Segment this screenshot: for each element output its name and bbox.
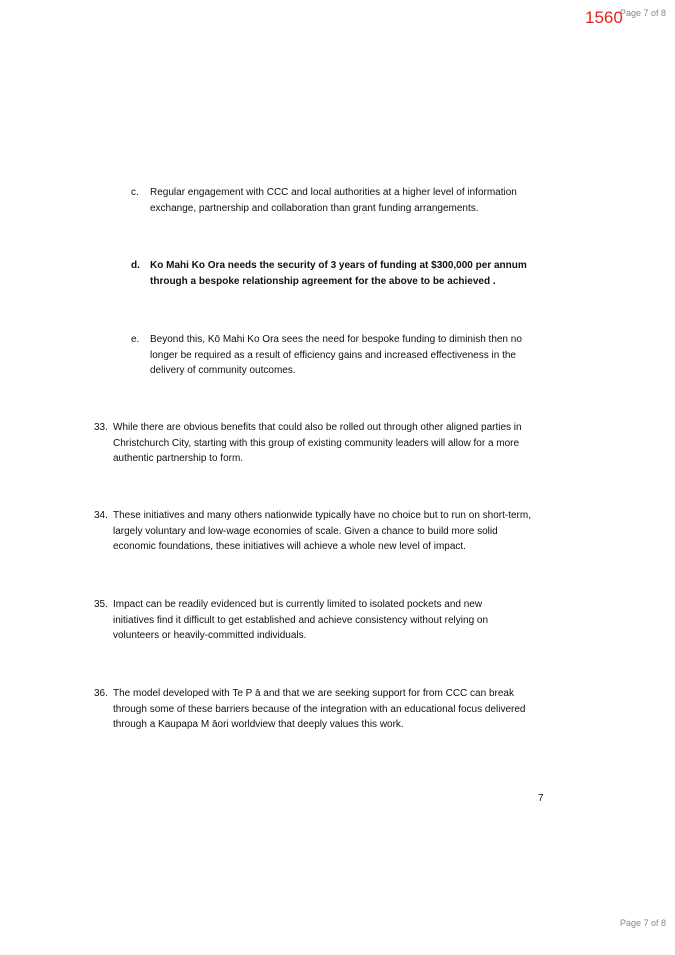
list-item-text: While there are obvious benefits that could also be rolled out through other aligned parties in Christchurch City, starting with this group of existing community leaders will allow for a more authentic partnership to form. [113,422,522,464]
numbered-item-35 [94,597,518,644]
list-marker: 35. [94,599,108,610]
list-marker: e. [131,334,140,345]
list-marker: c. [131,187,139,198]
list-item-text: Beyond this, Kō Mahi Ko Ora sees the need for bespoke funding to diminish then no longer be required as a result of efficiency gains and increased effectiveness in the delivery of community outcomes. [150,334,522,376]
list-marker: 36. [94,688,108,699]
list-item-text: The model developed with Te P ā and that we are seeking support for from CCC can break through some of these barriers because of the integration with an educational focus delivered through a Kaupapa M āori worldview that deeply values this work. [113,688,526,730]
list-marker: 33. [94,422,108,433]
page-footer-label: Page 7 of 8 [620,918,667,928]
numbered-item-33 [94,420,533,467]
numbered-item-36 [94,686,533,733]
list-marker: 34. [94,510,108,521]
numbered-item-34 [94,508,541,555]
list-marker: d. [131,260,140,271]
list-item-text: Regular engagement with CCC and local authorities at a higher level of information exchange, partnership and collaboration than grant funding arrangements. [150,187,517,214]
list-item-e [131,332,543,379]
list-item-c [131,185,540,216]
document-number: 1560 [585,8,623,27]
page-number: 7 [538,793,544,804]
page-header-label: Page 7 of 8 [620,8,667,18]
list-item-text: These initiatives and many others nationwide typically have no choice but to run on short-term, largely voluntary and low-wage economies of scale. Given a chance to build more solid economic foundations, these initiatives will achieve a whole new level of impact. [113,510,531,552]
list-item-d [131,258,540,289]
list-item-text: Impact can be readily evidenced but is currently limited to isolated pockets and new initiatives find it difficult to get established and achieve consistency without relying on volunteers or heavily-committed individuals. [113,599,489,641]
list-item-text: Ko Mahi Ko Ora needs the security of 3 years of funding at $300,000 per annum through a bespoke relationship agreement for the above to be achieved . [150,260,527,287]
